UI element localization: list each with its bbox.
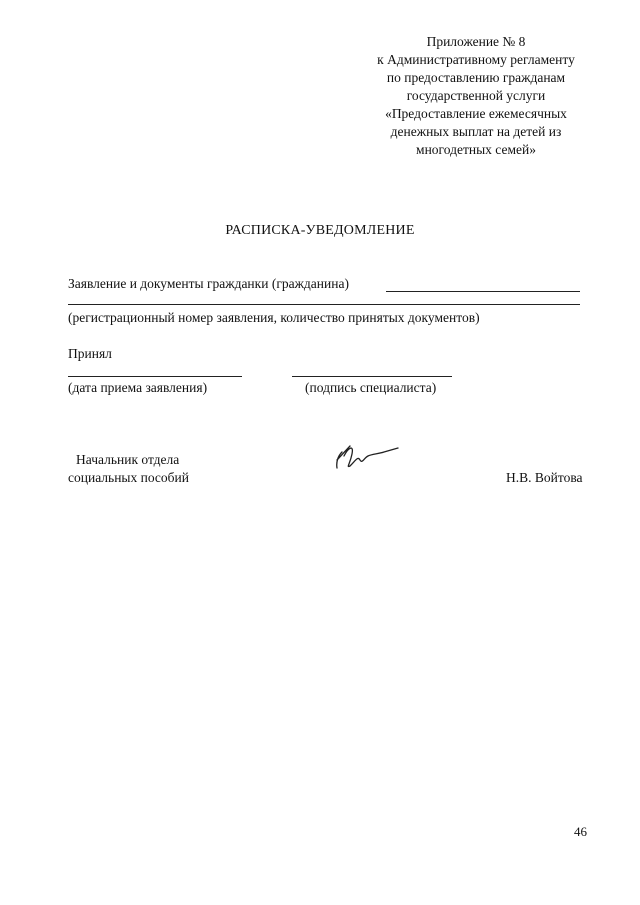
appendix-line: многодетных семей» (416, 142, 536, 157)
appendix-line: к Административному регламенту (377, 52, 575, 67)
position-line-1: Начальник отдела (76, 452, 180, 467)
applicant-label: Заявление и документы гражданки (гражданина) (68, 276, 349, 291)
appendix-header (356, 33, 596, 159)
registration-caption: (регистрационный номер заявления, количество принятых документов) (68, 310, 480, 325)
appendix-line: по предоставлению гражданам (386, 70, 566, 85)
applicant-blank[interactable] (386, 291, 580, 292)
handwritten-signature (328, 438, 400, 478)
position-line-2: социальных пособий (68, 470, 189, 485)
appendix-line: Приложение № 8 (426, 34, 526, 49)
signature-blank[interactable] (292, 376, 452, 377)
date-caption: (дата приема заявления) (68, 380, 208, 395)
appendix-line: государственной услуги (406, 88, 546, 103)
signature-caption: (подпись специалиста) (305, 380, 437, 395)
appendix-line: «Предоставление ежемесячных (385, 106, 567, 121)
applicant-row (68, 276, 584, 294)
registration-blank[interactable] (68, 304, 580, 305)
date-blank[interactable] (68, 376, 242, 377)
document-title: РАСПИСКА-УВЕДОМЛЕНИЕ (225, 223, 415, 238)
appendix-line: денежных выплат на детей из (390, 124, 562, 139)
page-number: 46 (574, 824, 587, 839)
signer-name: Н.В. Войтова (506, 470, 583, 485)
accepted-label: Принял (68, 346, 112, 361)
